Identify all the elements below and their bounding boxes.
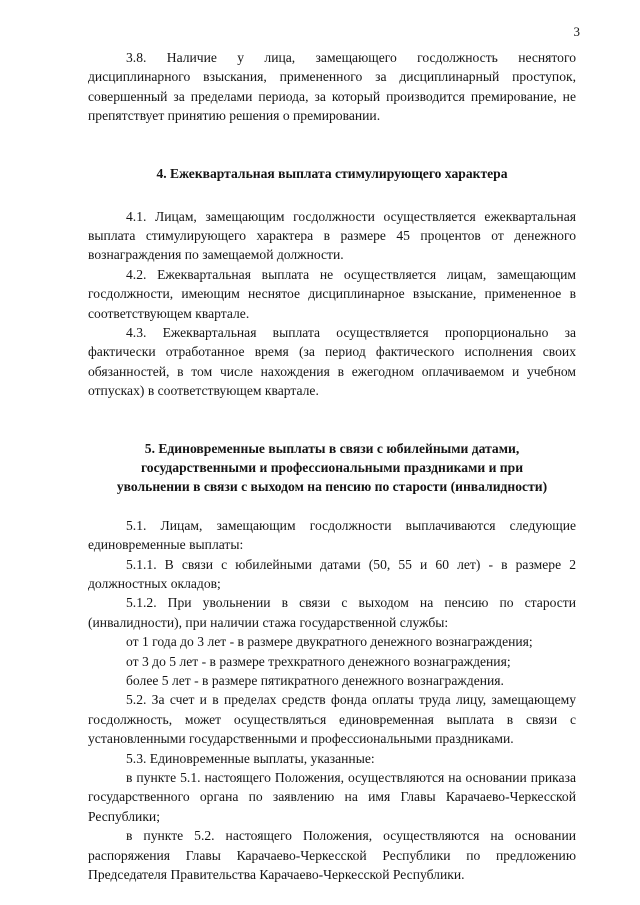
paragraph-5-3-a: в пункте 5.1. настоящего Положения, осуществляются на основании приказа государственного органа по заявлению на имя Главы Карачаево-Черкесской Республики; (88, 769, 576, 824)
paragraph-5-3-b: в пункте 5.2. настоящего Положения, осуществляются на основании распоряжения Главы Карачаево-Черкесской Республики по предложению Председателя Правительства Карачаево-Черкесской Республики. (88, 828, 576, 882)
paragraph-4-2: 4.2. Ежеквартальная выплата не осуществляется лицам, замещающим госдолжности, имеющим неснятое дисциплинарное взыскание, примененное в соответствующем квартале. (88, 266, 576, 321)
paragraph-4-1: 4.1. Лицам, замещающим госдолжности осуществляется ежеквартальная выплата стимулирующего характера в размере 45 процентов от денежного вознаграждения по замещаемой должности. (88, 208, 576, 263)
paragraph-4-3: 4.3. Ежеквартальная выплата осуществляется пропорционально за фактически отработанное время (за период фактического исполнения своих обязанностей, в том числе нахождения в ежегодном оплачиваемом и учебном отпусках) в соответствующем квартале. (88, 325, 576, 399)
paragraph-5-2: 5.2. За счет и в пределах средств фонда оплаты труда лицу, замещающему госдолжность, может осуществляться единовременная выплата в связи с установленными государственными и профессиональными праздниками. (88, 692, 576, 747)
spacer (88, 126, 576, 164)
spacer (88, 496, 576, 516)
section-5-heading-line-3: увольнении в связи с выходом на пенсию по старости (инвалидности) (116, 478, 548, 494)
section-5-heading-line-2: государственными и профессиональными праздниками и при (140, 459, 524, 475)
paragraph-5-1-1: 5.1.1. В связи с юбилейными датами (50, 55 и 60 лет) - в размере 2 должностных окладов; (88, 556, 576, 591)
paragraph-5-1: 5.1. Лицам, замещающим госдолжности выплачиваются следующие единовременные выплаты: (88, 517, 576, 553)
pension-tier-3: более 5 лет - в размере пятикратного денежного вознаграждения. (126, 672, 504, 688)
paragraph-5-1-2: 5.1.2. При увольнении в связи с выходом на пенсию по старости (инвалидности), при наличии стажа государственной службы: (88, 595, 576, 630)
pension-tier-1: от 1 года до 3 лет - в размере двукратного денежного вознаграждения; (126, 634, 533, 650)
section-5-heading-line-1: 5. Единовременные выплаты в связи с юбилейными датами, (144, 440, 520, 456)
section-5-heading (88, 439, 576, 496)
spacer (88, 401, 576, 439)
paragraph-3-8: 3.8. Наличие у лица, замещающего госдолжность неснятого дисциплинарного взыскания, примененного за дисциплинарный проступок, совершенный за пределами периода, за который производится премирование, не препятствует принятию решения о премировании. (88, 50, 576, 124)
pension-tier-2: от 3 до 5 лет - в размере трехкратного денежного вознаграждения; (126, 653, 511, 669)
page-number: 3 (573, 24, 580, 39)
document-body (88, 48, 576, 884)
section-4-heading: 4. Ежеквартальная выплата стимулирующего характера (156, 165, 508, 181)
paragraph-5-3: 5.3. Единовременные выплаты, указанные: (126, 750, 375, 766)
spacer (88, 183, 576, 207)
